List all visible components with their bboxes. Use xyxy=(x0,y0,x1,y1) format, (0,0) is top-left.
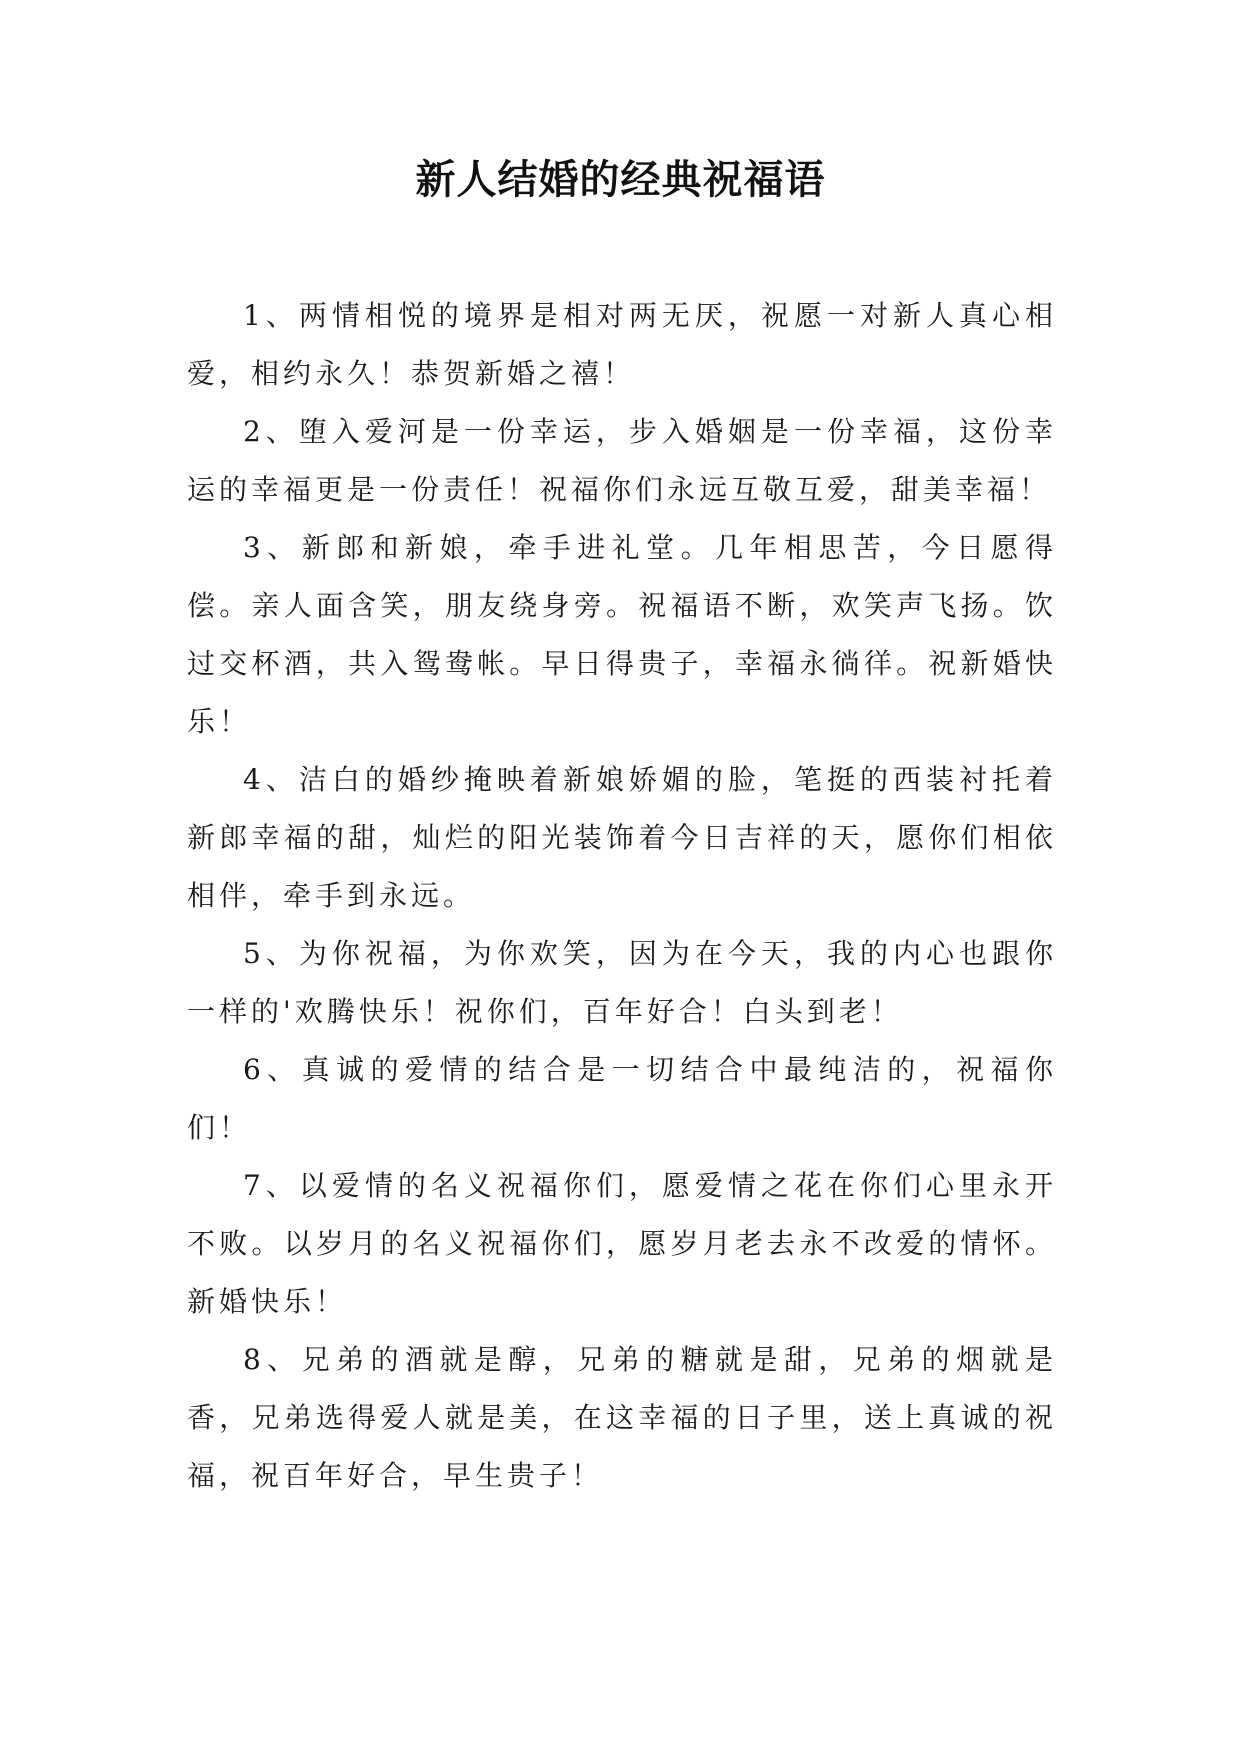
page-title: 新人结婚的经典祝福语 xyxy=(415,157,826,203)
paragraph-6: 6、真诚的爱情的结合是一切结合中最纯洁的，祝福你们！ xyxy=(187,1053,1057,1144)
paragraph-4: 4、洁白的婚纱掩映着新娘娇媚的脸，笔挺的西装衬托着新郎幸福的甜，灿烂的阳光装饰着今日吉祥的天，愿你们相依相伴，牵手到永远。 xyxy=(187,763,1057,912)
paragraph-1: 1、两情相悦的境界是相对两无厌，祝愿一对新人真心相爱，相约永久！恭贺新婚之禧！ xyxy=(187,299,1057,390)
document-body xyxy=(187,287,1057,1505)
paragraph-2: 2、堕入爱河是一份幸运，步入婚姻是一份幸福，这份幸运的幸福更是一份责任！祝福你们永远互敬互爱，甜美幸福！ xyxy=(187,415,1057,506)
paragraph-3: 3、新郎和新娘，牵手进礼堂。几年相思苦，今日愿得偿。亲人面含笑，朋友绕身旁。祝福语不断，欢笑声飞扬。饮过交杯酒，共入鸳鸯帐。早日得贵子，幸福永徜徉。祝新婚快乐！ xyxy=(187,531,1057,738)
paragraph-5: 5、为你祝福，为你欢笑，因为在今天，我的内心也跟你一样的'欢腾快乐！祝你们，百年好合！白头到老！ xyxy=(187,937,1057,1028)
paragraph-8: 8、兄弟的酒就是醇，兄弟的糖就是甜，兄弟的烟就是香，兄弟选得爱人就是美，在这幸福的日子里，送上真诚的祝福，祝百年好合，早生贵子！ xyxy=(187,1343,1057,1492)
paragraph-7: 7、以爱情的名义祝福你们，愿爱情之花在你们心里永开不败。以岁月的名义祝福你们，愿岁月老去永不改爱的情怀。新婚快乐！ xyxy=(187,1169,1057,1318)
